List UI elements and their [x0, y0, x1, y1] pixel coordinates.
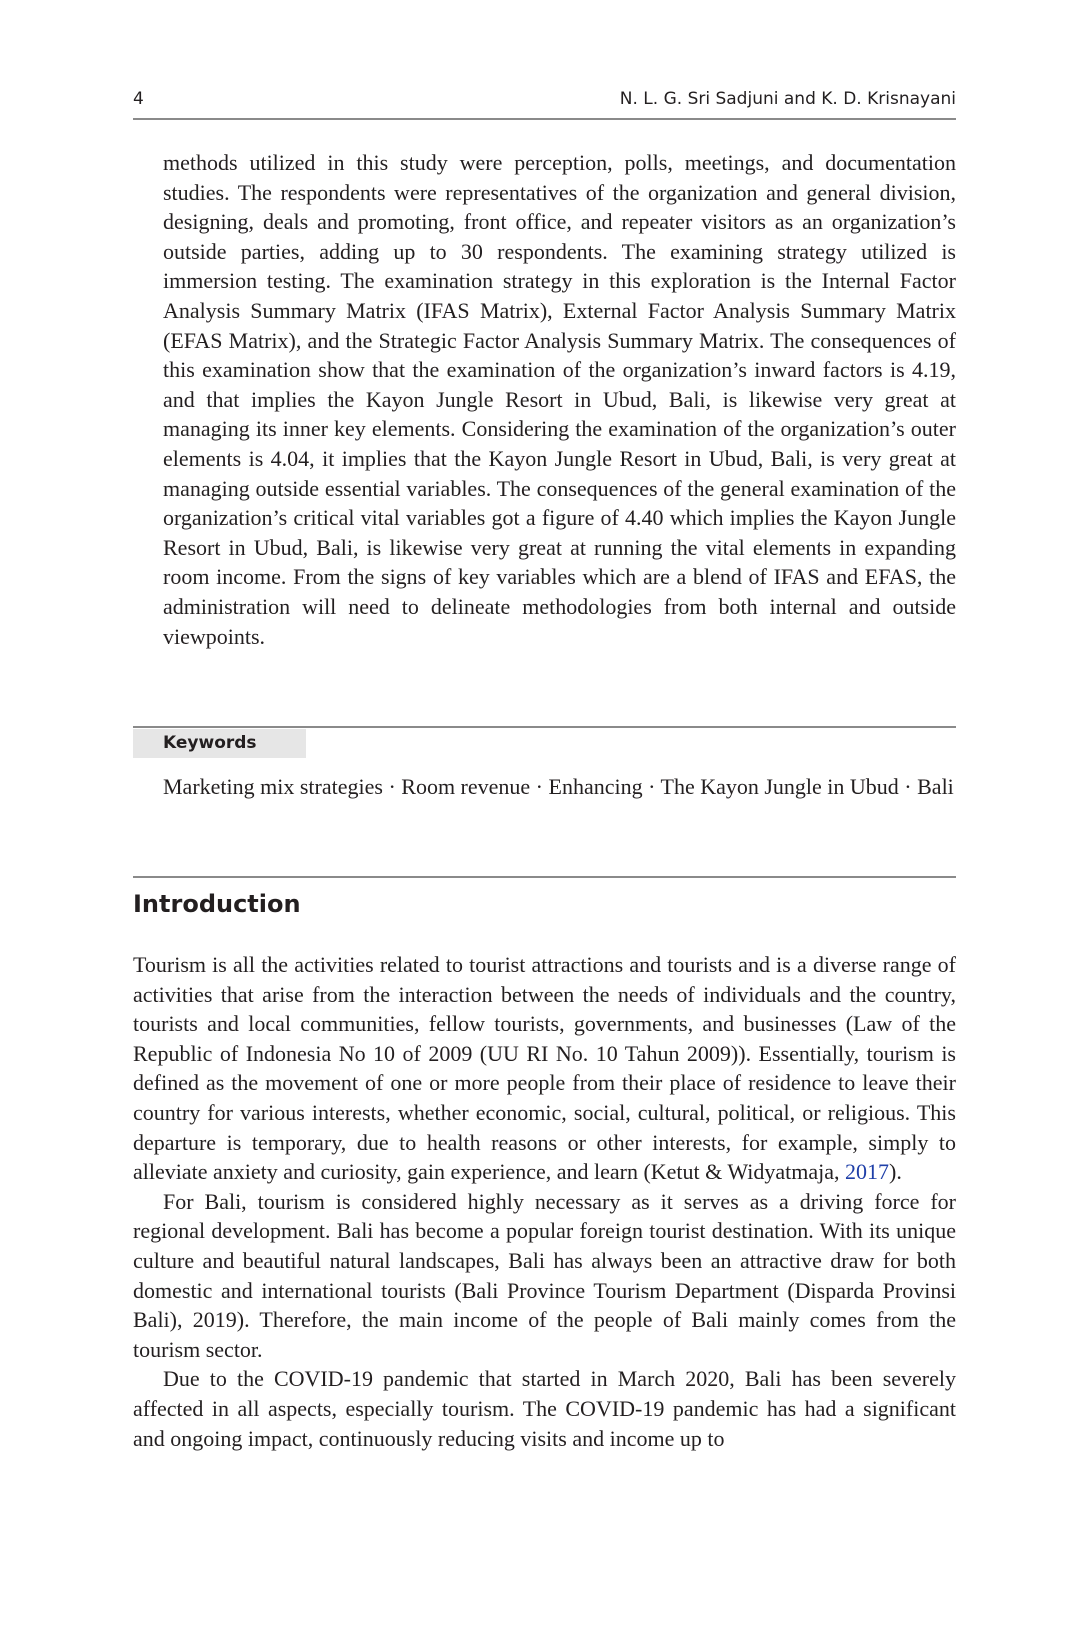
intro-paragraph-1-end: ). [889, 1159, 902, 1185]
intro-paragraph-1 [133, 950, 956, 1187]
keywords-list: Marketing mix strategies · Room revenue · Enhancing · The Kayon Jungle in Ubud · Bali [163, 774, 954, 799]
page-number: 4 [133, 89, 144, 109]
abstract-paragraph: methods utilized in this study were perception, polls, meetings, and documentation studies. The respondents were representatives of the organization and general division, designing, deals and promoting, front office, and repeater visitors as an organization’s outside parties, adding up to 30 respondents. The examining strategy utilized is immersion testing. The examination strategy in this exploration is the Internal Factor Analysis Summary Matrix (IFAS Matrix), External Factor Analysis Summary Matrix (EFAS Matrix), and the Strategic Factor Analysis Summary Matrix. The consequences of this examination show that the examination of the organization’s inward factors is 4.19, and that implies the Kayon Jungle Resort in Ubud, Bali, is likewise very great at managing its inner key elements. Considering the examination of the organization’s outer elements is 4.04, it implies that the Kayon Jungle Resort in Ubud, Bali, is very great at managing outside essential variables. The consequences of the general examination of the organization’s critical vital variables got a figure of 4.40 which implies the Kayon Jungle Resort in Ubud, Bali, is likewise very great at running the vital elements in expanding room income. From the signs of key variables which are a blend of IFAS and EFAS, the administration will need to delineate methodologies from both internal and outside viewpoints. [163, 150, 956, 649]
running-head [133, 84, 956, 114]
running-head-authors: N. L. G. Sri Sadjuni and K. D. Krisnayani [619, 89, 956, 109]
intro-paragraph-1-text: Tourism is all the activities related to tourist attractions and tourists and is a diverse range of activities that arise from the interaction between the needs of individuals and the country, tourists and local communities, fellow tourists, governments, and businesses (Law of the Republic of Indonesia No 10 of 2009 (UU RI No. 10 Tahun 2009)). Essentially, tourism is defined as the movement of one or more people from their place of residence to leave their country for various interests, whether economic, social, cultural, political, or religious. This departure is temporary, due to health reasons or other interests, for example, simply to alleviate anxiety and curiosity, gain experience, and learn (Ketut & Widyatmaja, [133, 952, 956, 1185]
intro-paragraph-3: Due to the COVID-19 pandemic that started in March 2020, Bali has been severely affected in all aspects, especially tourism. The COVID-19 pandemic has had a significant and ongoing impact, continuously reducing visits and income up to [133, 1366, 956, 1451]
section-title-introduction: Introduction [133, 890, 301, 918]
citation-link[interactable]: 2017 [845, 1159, 890, 1185]
section-rule [133, 876, 956, 878]
keywords-label: Keywords [133, 729, 306, 758]
introduction-body [133, 950, 956, 1453]
keywords-rule [133, 726, 956, 728]
intro-paragraph-2: For Bali, tourism is considered highly necessary as it serves as a driving force for regional development. Bali has become a popular foreign tourist destination. With its unique culture and beautiful natural landscapes, Bali has always been an attractive draw for both domestic and international tourists (Bali Province Tourism Department (Disparda Provinsi Bali), 2019). Therefore, the main income of the people of Bali mainly comes from the tourism sector. [133, 1188, 956, 1362]
header-rule [133, 118, 956, 120]
